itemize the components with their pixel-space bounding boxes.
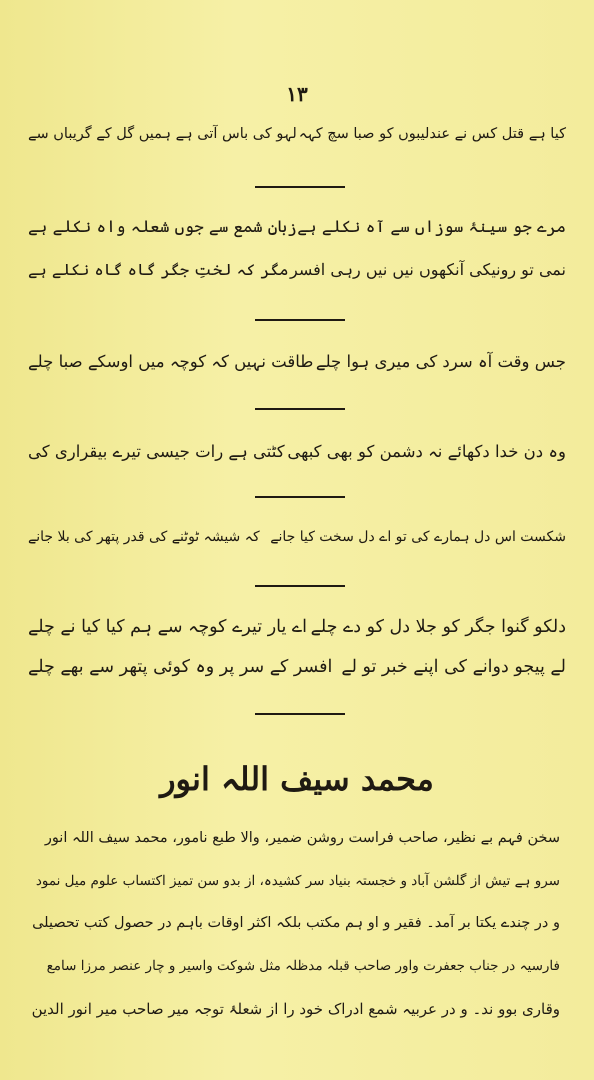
couplet-hemistich-left: زبانِ شمع سے جوں شعلہ واہ نکلے ہے bbox=[28, 217, 297, 236]
couplet-hemistich-right: جس وقت آہ سرد کی میری ہوا چلے bbox=[315, 352, 566, 371]
prose-line: وقاری بوو ند۔ و در عربیہ شمع ادراک خود را از شعلۂ توجہ میر صاحب میر انور الدین bbox=[31, 1000, 560, 1018]
prose-line: و در چندے یکتا بر آمد۔ فقیر و او ہم مکتب بلکہ اکثر اوقات باہم در حصول کتب تحصیلی bbox=[32, 915, 560, 931]
couplet bbox=[28, 350, 566, 374]
couplet-hemistich-left: کہ شیشہ ٹوٹنے کی قدر پتھر کی بلا جانے bbox=[28, 529, 260, 545]
couplet bbox=[28, 440, 566, 464]
section-divider bbox=[255, 408, 345, 410]
couplet-hemistich-left: طاقت نہیں کہ کوچہ میں اوسکے صبا چلے bbox=[28, 352, 314, 371]
prose-line: فارسیہ در جناب جعفرت واور صاحب قبلہ مدظلہ مثل شوکت واسیر و چار عنصر مرزا سامع bbox=[46, 958, 560, 974]
couplet bbox=[28, 525, 566, 549]
poet-heading: محمد سیف اللہ انور bbox=[160, 760, 434, 798]
couplet bbox=[28, 215, 566, 239]
couplet-hemistich-right: وہ دن خدا دکھائے نہ دشمن کو بھی کبھی bbox=[287, 442, 566, 461]
section-divider bbox=[255, 496, 345, 498]
couplet-hemistich-right: شکست اس دل ہمارے کی تو اے دل سخت کیا جانے bbox=[270, 529, 566, 545]
couplet-hemistich-right: نمی تو رونیکی آنکھوں نیں نیں رہی افسر bbox=[290, 260, 566, 279]
prose-line: سرو ہے تیش از گلشن آباد و خجستہ بنیاد سر کشیدہ، از بدو سن تمیز اکتساب علوم میل نمود bbox=[35, 873, 560, 889]
couplet-hemistich-left: کٹتی ہے رات جیسی تیرے بیقراری کی bbox=[28, 442, 285, 461]
couplet-hemistich-left: مگر کہ لختِ جگر گاہ گاہ نکلے ہے bbox=[28, 260, 289, 279]
couplet-hemistich-right: کیا ہے قتل کس نے عندلیبوں کو صبا سچ کہہ bbox=[298, 126, 566, 142]
couplet bbox=[28, 655, 566, 679]
section-divider bbox=[255, 319, 345, 321]
couplet bbox=[28, 122, 566, 146]
couplet bbox=[28, 258, 566, 282]
couplet-hemistich-right: لے پیجو دوانے کی اپنے خبر تو لے bbox=[341, 657, 566, 677]
section-divider bbox=[255, 585, 345, 587]
couplet bbox=[28, 615, 566, 639]
section-divider bbox=[255, 186, 345, 188]
couplet-hemistich-left: اے یار تیرے کوچہ سے ہم کیا کیا نے چلے bbox=[28, 617, 308, 637]
page-number: ۱۳ bbox=[286, 82, 308, 106]
prose-line: سخن فہم بے نظیر، صاحب فراست روشن ضمیر، والا طبع نامور، محمد سیف اللہ انور bbox=[44, 830, 560, 846]
couplet-hemistich-right: مرے جو سینۂ سوزاں سے آہ نکلے ہے bbox=[297, 217, 566, 236]
couplet-hemistich-right: دلکو گنوا جگر کو جلا دل کو دے چلے bbox=[310, 617, 566, 637]
couplet-hemistich-left: افسر کے سر پر وہ کوئی پتھر سے بھے چلے bbox=[28, 657, 333, 677]
section-divider bbox=[255, 713, 345, 715]
couplet-hemistich-left: لہو کی باس آتی ہے ہمیں گل کے گریباں سے bbox=[28, 126, 297, 142]
